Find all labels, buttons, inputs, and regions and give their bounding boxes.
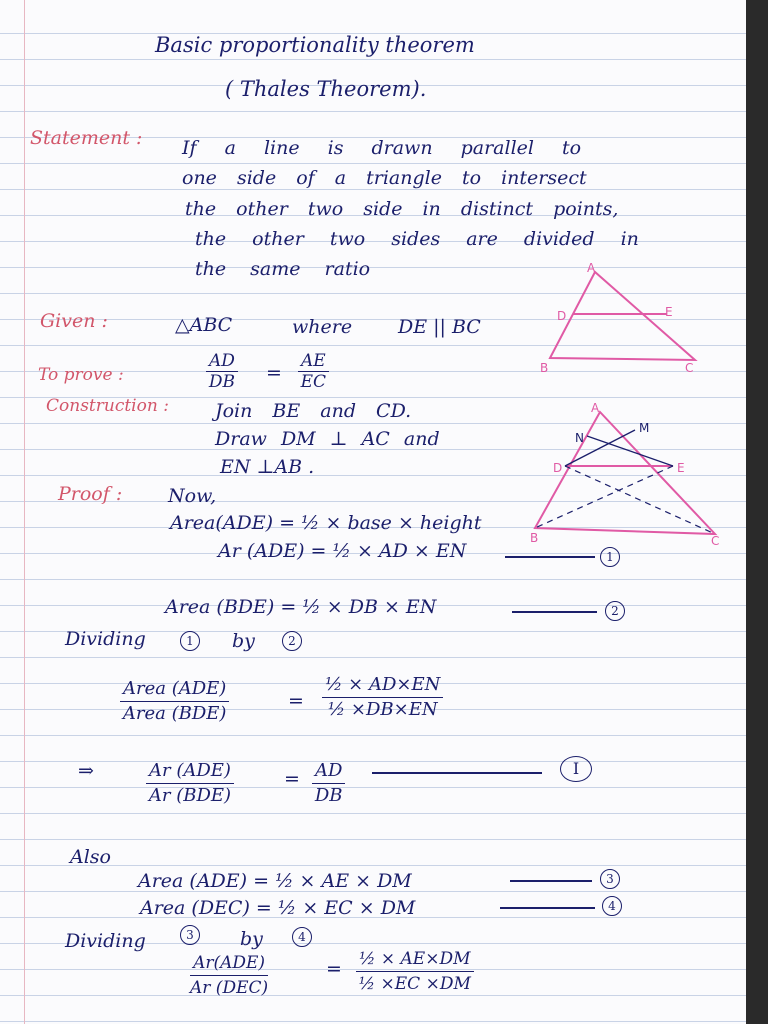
implies-symbol: ⇒ (78, 760, 94, 782)
construction-line-3: EN ⊥AB . (220, 456, 315, 478)
fig1-label-a: A (587, 261, 596, 275)
eq2-number: 2 (605, 601, 625, 621)
fig1-label-e: E (665, 305, 673, 319)
statement-line-4: the other two sides are divided in (195, 228, 639, 250)
frac3-eq: = (326, 958, 342, 980)
frac3-left (190, 952, 268, 999)
eq3-number: 3 (600, 869, 620, 889)
statement-label: Statement : (30, 127, 143, 149)
to-prove-lhs (206, 352, 238, 391)
eq1-number: 1 (600, 547, 620, 567)
eq4-leader (500, 907, 595, 909)
frac1-right (322, 674, 443, 721)
margin-line (24, 0, 25, 1024)
dividing-1-b-number: 2 (282, 631, 302, 651)
also-label: Also (70, 846, 111, 868)
dividing-1-a (180, 628, 200, 651)
given-where: where (292, 316, 353, 338)
frac1-eq: = (288, 690, 304, 712)
eq1-leader (505, 556, 595, 558)
dividing-2-a-number: 3 (180, 925, 200, 945)
fig1-label-d: D (557, 309, 567, 323)
fig2-label-e: E (677, 461, 685, 475)
eqI-marker (560, 756, 592, 782)
eqI-number: I (560, 756, 592, 782)
triangle-figure-2 (525, 400, 725, 548)
proof-area-ade: Area(ADE) = ½ × base × height (170, 512, 482, 534)
statement-line-2: one side of a triangle to intersect (182, 167, 587, 189)
title-line-2: ( Thales Theorem). (225, 77, 427, 101)
frac2-left (146, 760, 234, 807)
to-prove-eq: = (266, 362, 282, 384)
eq2-leader (512, 611, 597, 613)
proof-area-dec-dm: Area (DEC) = ½ × EC × DM (140, 897, 416, 919)
frac2-left-num: Ar (ADE) (146, 760, 234, 784)
eq3-marker (600, 866, 620, 889)
fig2-label-d: D (553, 461, 563, 475)
proof-area-bde: Area (BDE) = ½ × DB × EN (165, 596, 437, 618)
frac1-left-den: Area (BDE) (122, 703, 227, 724)
frac2-right-den: DB (314, 785, 343, 806)
to-prove-lhs-den: DB (208, 372, 236, 392)
construction-line-2: Draw DM ⊥ AC and (215, 428, 440, 450)
dividing-2-b-number: 4 (292, 927, 312, 947)
eqI-leader (372, 772, 542, 774)
fig2-label-m: M (639, 421, 650, 435)
proof-now: Now, (168, 485, 217, 507)
dividing-2-b (292, 924, 312, 947)
frac3-left-num: Ar(ADE) (190, 952, 268, 976)
proof-label: Proof : (58, 483, 123, 505)
frac2-right (312, 760, 345, 807)
dividing-1-by: by (232, 630, 255, 652)
proof-ar-ade: Ar (ADE) = ½ × AD × EN (218, 540, 467, 562)
frac2-right-num: AD (312, 760, 345, 784)
dividing-2-a (180, 922, 200, 945)
frac1-left (120, 678, 229, 725)
triangle-figure-1 (535, 262, 715, 382)
fig2-label-c: C (711, 534, 720, 548)
dividing-2-by: by (240, 928, 263, 950)
to-prove-label: To prove : (38, 365, 124, 385)
eq4-number: 4 (602, 896, 622, 916)
proof-area-ade-dm: Area (ADE) = ½ × AE × DM (138, 870, 412, 892)
frac3-right-num: ½ × AE×DM (356, 948, 474, 972)
dividing-2-label: Dividing (65, 930, 146, 952)
fig2-label-a: A (591, 401, 600, 415)
eq1-marker (600, 544, 620, 567)
given-parallel: DE || BC (398, 316, 481, 338)
dividing-1-b (282, 628, 302, 651)
frac3-right (356, 948, 474, 995)
frac2-eq: = (284, 768, 300, 790)
statement-line-3: the other two side in distinct points, (185, 198, 619, 220)
dividing-1-a-number: 1 (180, 631, 200, 651)
statement-line-1: If a line is drawn parallel to (182, 137, 582, 159)
eq4-marker (602, 893, 622, 916)
eq2-marker (605, 598, 625, 621)
construction-line-1: Join BE and CD. (215, 400, 412, 422)
to-prove-rhs-num: AE (298, 352, 329, 372)
given-triangle: △ABC (175, 314, 233, 336)
statement-line-5: the same ratio (195, 258, 371, 280)
frac3-left-den: Ar (DEC) (190, 978, 269, 998)
eq3-leader (510, 880, 592, 882)
frac1-right-num: ½ × AD×EN (322, 674, 443, 698)
fig2-label-b: B (530, 531, 539, 545)
to-prove-lhs-num: AD (206, 352, 238, 372)
to-prove-rhs-den: EC (300, 372, 327, 392)
given-label: Given : (40, 310, 108, 332)
fig1-label-c: C (685, 361, 694, 375)
frac2-left-den: Ar (BDE) (148, 785, 232, 806)
dividing-1-label: Dividing (65, 628, 146, 650)
frac3-right-den: ½ ×EC ×DM (358, 974, 471, 994)
title-line-1: Basic proportionality theorem (155, 33, 475, 57)
frac1-left-num: Area (ADE) (120, 678, 229, 702)
fig1-label-b: B (540, 361, 549, 375)
fig2-label-n: N (575, 431, 584, 445)
to-prove-rhs (298, 352, 329, 391)
frac1-right-den: ½ ×DB×EN (327, 699, 438, 720)
construction-label: Construction : (46, 396, 169, 416)
